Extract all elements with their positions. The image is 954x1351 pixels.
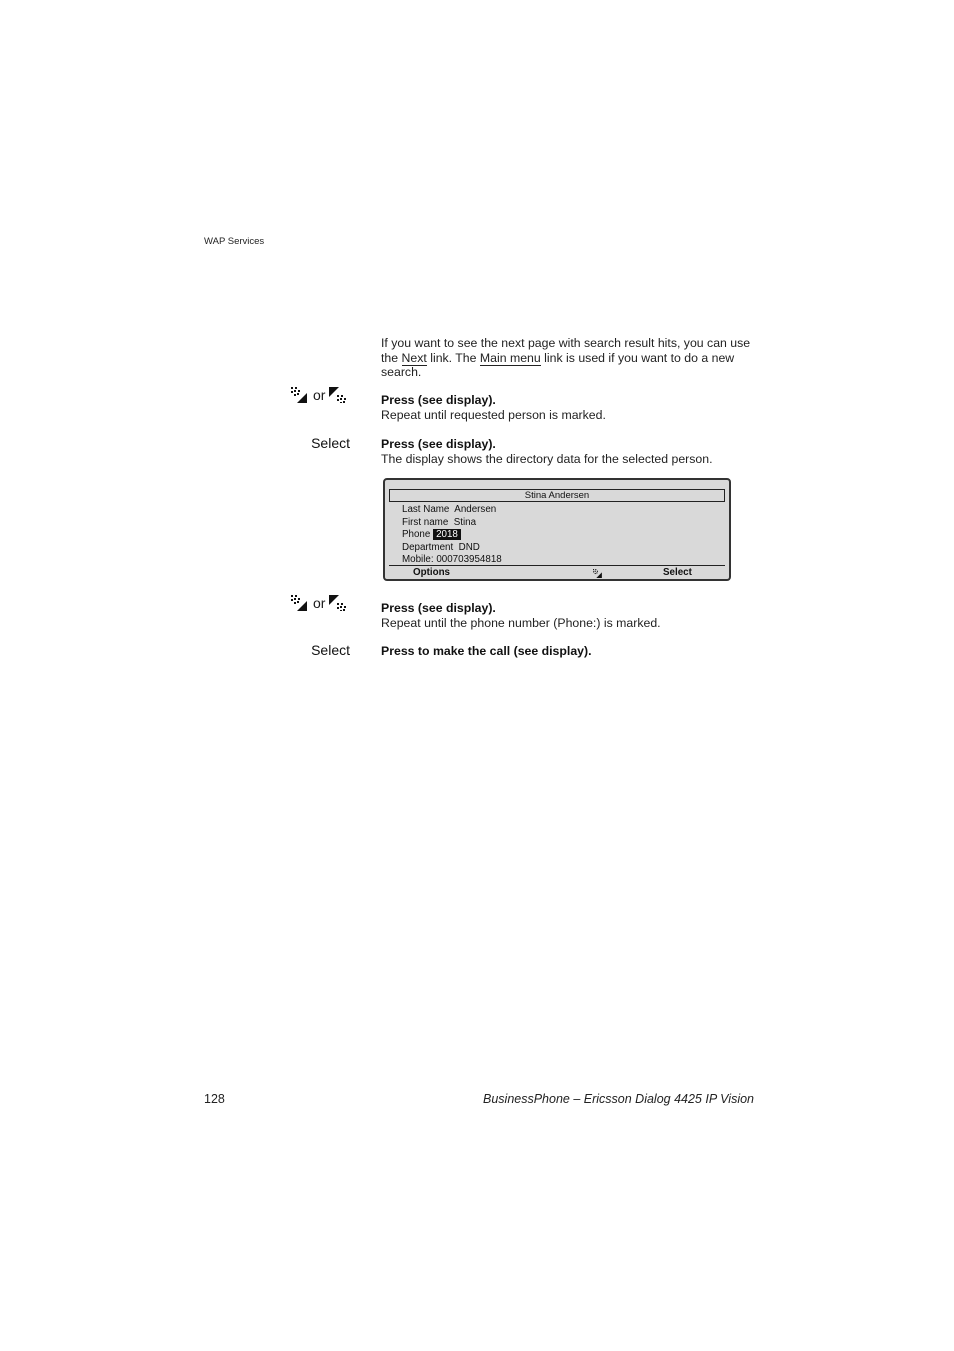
step-4 xyxy=(381,644,592,659)
display-row-first-name xyxy=(402,517,476,529)
softkey-separator xyxy=(389,565,725,566)
step-1 xyxy=(381,393,606,422)
select-key-label-1: Select xyxy=(311,435,350,451)
next-link[interactable]: Next xyxy=(401,350,427,365)
phone-value-selected[interactable]: 2018 xyxy=(433,529,461,540)
step-2-title: Press (see display). xyxy=(381,437,496,451)
step-3 xyxy=(381,601,661,630)
navigate-up-icon xyxy=(329,595,347,611)
or-text: or xyxy=(313,595,326,611)
page-number: 128 xyxy=(204,1092,225,1106)
phone-display xyxy=(383,478,731,581)
intro-text-3: link is used if you want to do a new search. xyxy=(381,350,735,380)
navigation-keys-1 xyxy=(291,387,347,403)
intro-text-1: If you want to see the next page with search result hits, you can use the xyxy=(381,336,751,365)
select-key-label-2: Select xyxy=(311,642,350,658)
step-3-desc: Repeat until the phone number (Phone:) is marked. xyxy=(381,615,661,630)
first-name-label: First name xyxy=(402,517,449,528)
display-row-department xyxy=(402,542,480,554)
first-name-value: Stina xyxy=(453,517,477,528)
options-softkey[interactable]: Options xyxy=(413,567,451,578)
step-3-title: Press (see display). xyxy=(381,601,496,615)
step-2-desc: The display shows the directory data for the selected person. xyxy=(381,451,713,466)
department-label: Department xyxy=(402,542,454,553)
navigation-keys-2 xyxy=(291,595,347,611)
display-row-last-name xyxy=(402,504,496,516)
step-1-title: Press (see display). xyxy=(381,393,496,407)
step-4-title: Press to make the call (see display). xyxy=(381,644,592,658)
navigate-down-icon xyxy=(593,569,603,578)
step-2 xyxy=(381,437,713,466)
intro-paragraph xyxy=(381,336,751,380)
last-name-label: Last Name xyxy=(402,504,450,515)
display-row-phone[interactable] xyxy=(402,529,461,541)
product-name: BusinessPhone – Ericsson Dialog 4425 IP Vision xyxy=(483,1092,754,1106)
department-value: DND xyxy=(458,542,480,553)
last-name-value: Andersen xyxy=(454,504,497,515)
phone-label: Phone xyxy=(402,529,431,540)
navigate-down-icon xyxy=(291,387,309,403)
step-1-desc: Repeat until requested person is marked. xyxy=(381,407,606,422)
or-text: or xyxy=(313,387,326,403)
main-menu-link[interactable]: Main menu xyxy=(479,350,541,365)
navigate-down-icon xyxy=(291,595,309,611)
running-header: WAP Services xyxy=(204,236,265,247)
mobile-value: 000703954818 xyxy=(436,554,502,565)
mobile-label: Mobile: xyxy=(402,554,434,565)
display-title: Stina Andersen xyxy=(389,489,725,502)
intro-text-2: link. The xyxy=(426,350,480,365)
select-softkey[interactable]: Select xyxy=(663,567,692,578)
navigate-up-icon xyxy=(329,387,347,403)
